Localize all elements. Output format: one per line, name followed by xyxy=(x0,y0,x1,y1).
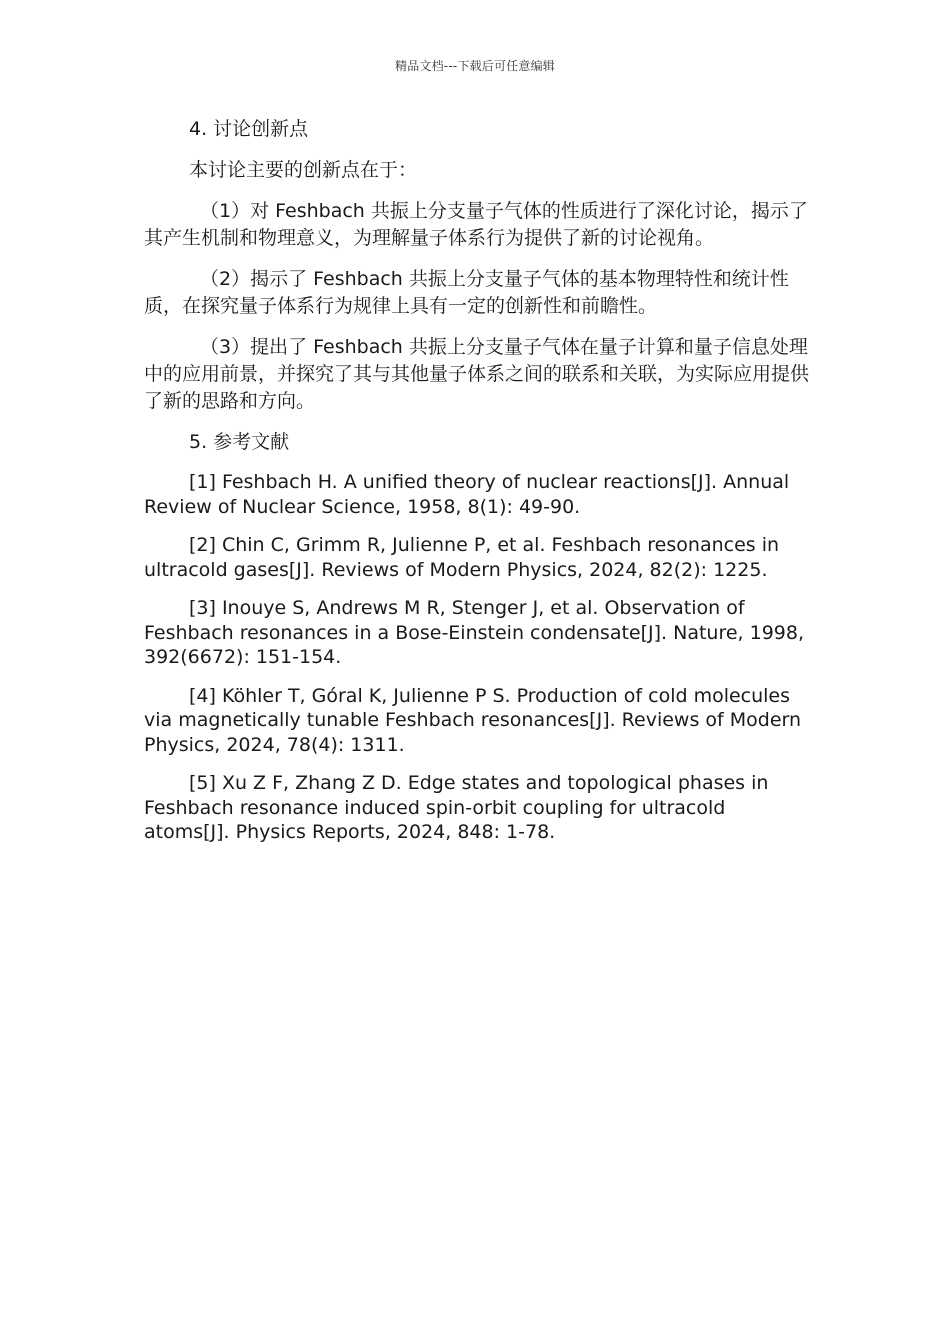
section-heading-innovation: 4. 讨论创新点 xyxy=(189,118,309,140)
innovation-point-3: （3）提出了 Feshbach 共振上分支量子气体在量子计算和量子信息处理中的应用前景，并探究了其与其他量子体系之间的联系和关联，为实际应用提供了新的思路和方向。 xyxy=(144,336,810,412)
reference-item: [2] Chin C, Grimm R, Julienne P, et al. Feshbach resonances in ultracold gases[J]. Reviews of Modern Physics, 2024, 82(2): 1225. xyxy=(144,534,780,581)
innovation-intro: 本讨论主要的创新点在于： xyxy=(189,159,418,181)
reference-item: [1] Feshbach H. A unified theory of nuclear reactions[J]. Annual Review of Nuclear Science, 1958, 8(1): 49-90. xyxy=(144,471,790,518)
reference-item: [5] Xu Z F, Zhang Z D. Edge states and topological phases in Feshbach resonance induced spin-orbit coupling for ultracold atoms[J]. Physics Reports, 2024, 848: 1-78. xyxy=(144,772,769,843)
reference-item: [4] Köhler T, Góral K, Julienne P S. Production of cold molecules via magnetically tunable Feshbach resonances[J]. Reviews of Modern Physics, 2024, 78(4): 1311. xyxy=(144,684,802,756)
innovation-point-2: （2）揭示了 Feshbach 共振上分支量子气体的基本物理特性和统计性质，在探究量子体系行为规律上具有一定的创新性和前瞻性。 xyxy=(144,268,789,317)
document-body xyxy=(144,116,809,859)
innovation-point-1: （1）对 Feshbach 共振上分支量子气体的性质进行了深化讨论，揭示了其产生机制和物理意义，为理解量子体系行为提供了新的讨论视角。 xyxy=(144,200,808,249)
section-heading-references: 5. 参考文献 xyxy=(189,431,290,453)
reference-item: [3] Inouye S, Andrews M R, Stenger J, et al. Observation of Feshbach resonances in a Bose-Einstein condensate[J]. Nature, 1998, 392(6672): 151-154. xyxy=(144,597,805,668)
page-header: 精品文档---下载后可任意编辑 xyxy=(395,59,555,73)
reference-list xyxy=(144,470,809,845)
